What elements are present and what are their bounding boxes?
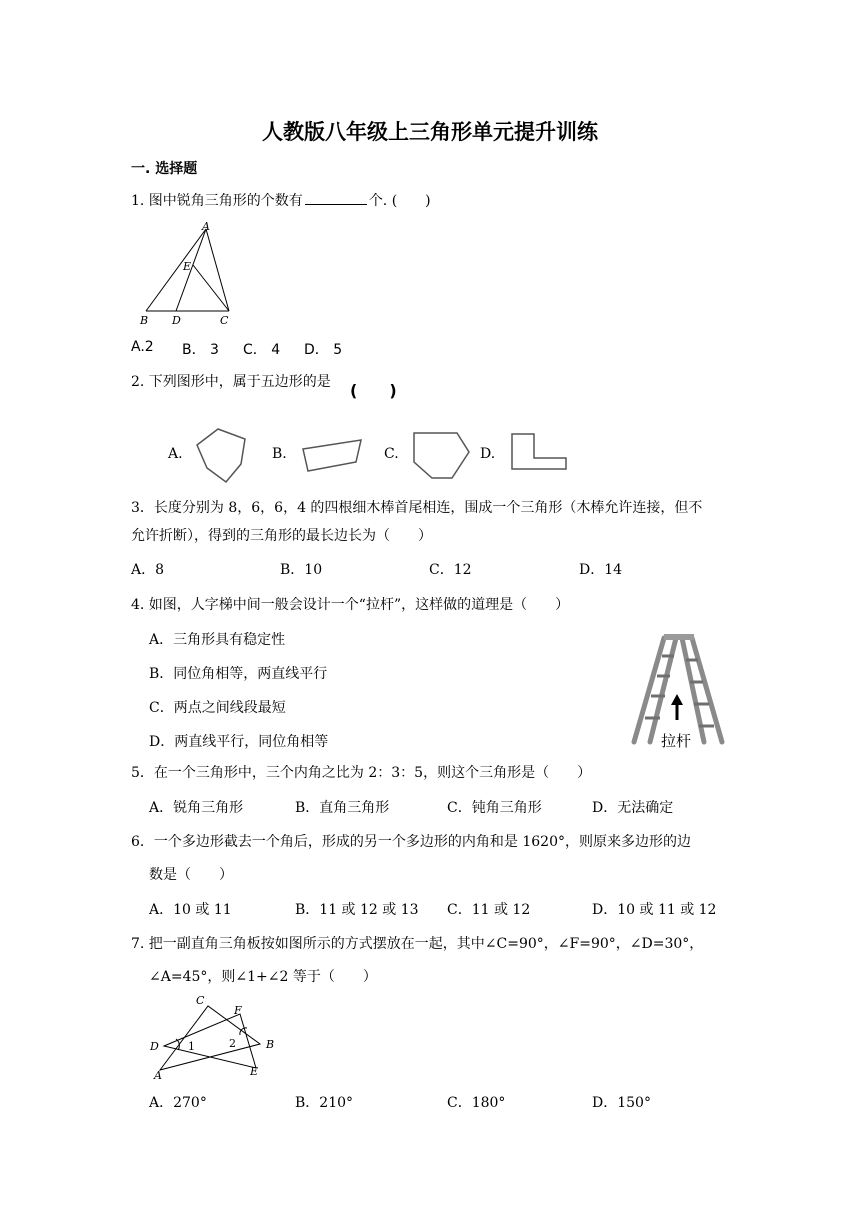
q4-option-d: D．两直线平行，同位角相等 bbox=[149, 734, 329, 750]
q5-option-c: C．钝角三角形 bbox=[447, 800, 542, 816]
q3-option-d: D．14 bbox=[579, 562, 623, 578]
vertex-label-f: F bbox=[234, 1004, 242, 1017]
segment-ec bbox=[193, 265, 229, 311]
q1-option-b: B． 3 bbox=[182, 342, 219, 358]
question-1-stem-after: 个. ( ) bbox=[368, 193, 431, 209]
q6-option-b: B．11 或 12 或 13 bbox=[295, 902, 419, 918]
l-shape-figure bbox=[508, 430, 572, 474]
question-1-stem bbox=[131, 190, 431, 211]
arrow-head bbox=[671, 694, 683, 705]
segment-ac bbox=[206, 229, 229, 311]
q3-option-b: B．10 bbox=[280, 562, 323, 578]
ladder-figure bbox=[624, 630, 734, 754]
vertex-label-e: E bbox=[250, 1065, 259, 1078]
question-1-stem-before: 1. 图中锐角三角形的个数有 bbox=[131, 193, 303, 209]
q7-option-c: C．180° bbox=[447, 1095, 506, 1111]
question-6-line-1: 6．一个多边形截去一个角后，形成的另一个多边形的内角和是 1620°，则原来多边形的边 bbox=[131, 834, 691, 850]
triangle-acb bbox=[160, 1006, 260, 1070]
q4-option-b: B．同位角相等，两直线平行 bbox=[149, 666, 328, 682]
q4-option-a: A．三角形具有稳定性 bbox=[149, 632, 286, 648]
answer-blank bbox=[305, 190, 367, 205]
page-title: 人教版八年级上三角形单元提升训练 bbox=[262, 120, 598, 144]
question-5-stem: 5．在一个三角形中，三个内角之比为 2：3：5，则这个三角形是（ ） bbox=[131, 765, 592, 781]
q1-option-d: D． 5 bbox=[304, 342, 343, 358]
q7-option-d: D．150° bbox=[592, 1095, 651, 1111]
pentagon-figure bbox=[192, 424, 256, 486]
question-7-figure bbox=[144, 990, 284, 1080]
q1-option-c: C． 4 bbox=[243, 342, 281, 358]
q3-option-a: A．8 bbox=[131, 562, 165, 578]
q6-option-a: A．10 或 11 bbox=[149, 902, 232, 918]
q2-option-b: B. bbox=[272, 446, 287, 462]
q2-option-d: D. bbox=[480, 446, 496, 462]
vertex-label-d: D bbox=[150, 1040, 159, 1053]
vertex-label-c: C bbox=[196, 994, 205, 1007]
question-3-line-1: 3．长度分别为 8，6，6，4 的四根细木棒首尾相连，围成一个三角形（木棒允许连接，但不 bbox=[131, 500, 703, 516]
question-2-stem: 2. 下列图形中，属于五边形的是 bbox=[131, 374, 331, 390]
q6-option-c: C．11 或 12 bbox=[447, 902, 531, 918]
question-4-stem: 4. 如图，人字梯中间一般会设计一个“拉杆”，这样做的道理是（ ） bbox=[131, 597, 570, 613]
vertex-label-e: E bbox=[183, 260, 192, 273]
vertex-label-b: B bbox=[140, 314, 149, 327]
vertex-label-a: A bbox=[154, 1069, 162, 1080]
question-7-line-1: 7. 把一副直角三角板按如图所示的方式摆放在一起，其中∠C=90°，∠F=90°，∠D=30°， bbox=[131, 936, 704, 952]
question-2-paren: ( ) bbox=[350, 381, 397, 400]
q7-option-a: A．270° bbox=[149, 1095, 207, 1111]
ladder-rod-label: 拉杆 bbox=[661, 732, 692, 750]
section-heading: 一. 选择题 bbox=[131, 161, 198, 177]
q1-option-a: A.2 bbox=[131, 339, 154, 355]
vertex-label-c: C bbox=[220, 314, 229, 327]
vertex-label-d: D bbox=[172, 314, 181, 327]
q3-option-c: C．12 bbox=[429, 562, 472, 578]
angle-label-1: 1 bbox=[188, 1040, 195, 1053]
question-7-line-2: ∠A=45°，则∠1+∠2 等于（ ） bbox=[149, 969, 377, 985]
question-6-line-2: 数是（ ） bbox=[149, 867, 233, 883]
q4-option-c: C．两点之间线段最短 bbox=[149, 700, 286, 716]
q6-option-d: D．10 或 11 或 12 bbox=[592, 902, 717, 918]
question-3-line-2: 允许折断），得到的三角形的最长边长为（ ） bbox=[131, 528, 432, 544]
q7-option-b: B．210° bbox=[295, 1095, 354, 1111]
q5-option-d: D．无法确定 bbox=[592, 800, 674, 816]
vertex-label-b: B bbox=[266, 1038, 275, 1051]
angle-label-2: 2 bbox=[229, 1037, 236, 1050]
q5-option-b: B．直角三角形 bbox=[295, 800, 390, 816]
question-1-figure bbox=[136, 218, 246, 330]
quadrilateral-figure bbox=[300, 436, 366, 476]
vertex-label-a: A bbox=[202, 220, 210, 233]
q5-option-a: A．锐角三角形 bbox=[149, 800, 244, 816]
ladder-top bbox=[664, 634, 694, 640]
q2-option-c: C. bbox=[384, 446, 399, 462]
q2-option-a: A. bbox=[168, 446, 183, 462]
hexagon-figure bbox=[410, 430, 474, 482]
